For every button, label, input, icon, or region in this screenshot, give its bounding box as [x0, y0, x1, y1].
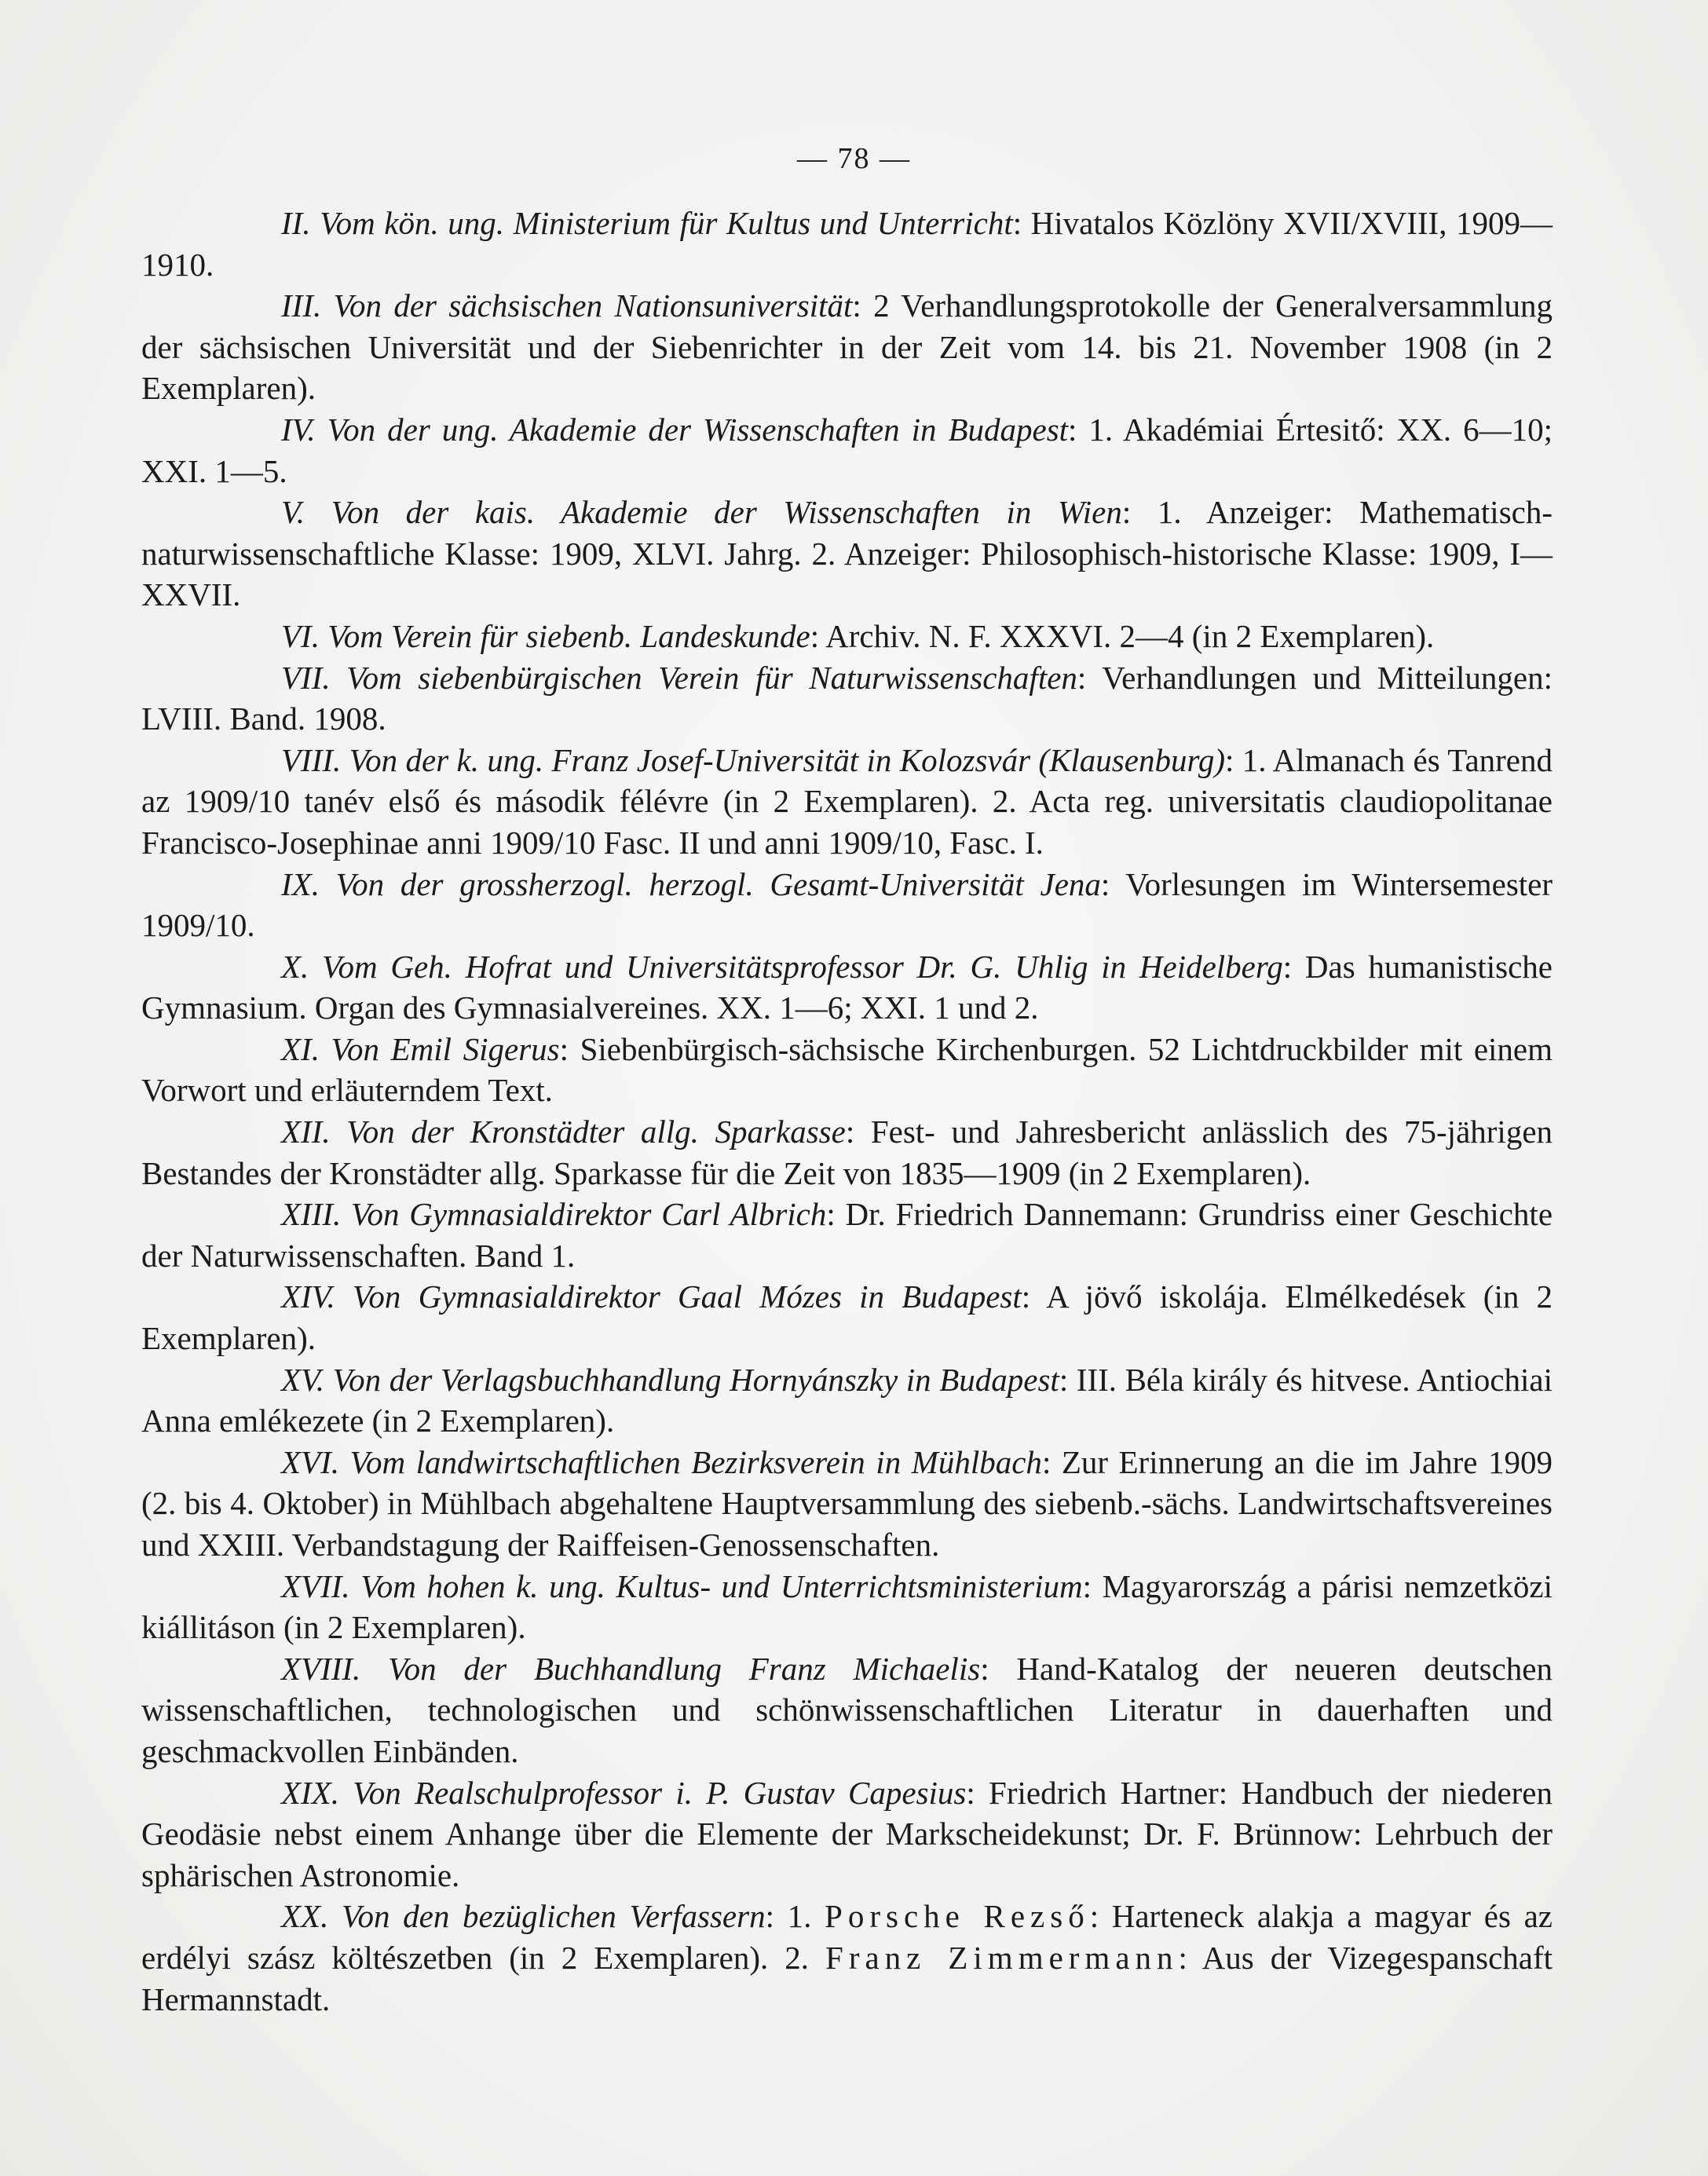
entry-source: Von der kais. Akademie der Wissenschaften in Wien [331, 494, 1122, 531]
entry-text: : Hivatalos Közlöny XVII/XVIII, 1909—1910. [141, 205, 1553, 283]
entry-source: Von der grossherzogl. herzogl. Gesamt-Universität Jena [335, 865, 1101, 902]
entry-text: : Archiv. N. F. XXXVI. 2—4 (in 2 Exemplaren). [810, 617, 1435, 654]
list-item [141, 1896, 1553, 2020]
list-item [141, 203, 1553, 285]
donations-list [141, 203, 1553, 2020]
entry-text: : 1. Anzeiger: Mathematisch-naturwissenschaftliche Klasse: 1909, XLVI. Jahrg. 2. Anzeiger: Philosophisch-historische Klasse: 1909, I—XXVII. [141, 494, 1553, 613]
entry-source: Vom landwirtschaftlichen Bezirksverein in Mühlbach [349, 1443, 1042, 1480]
list-item [141, 1194, 1553, 1276]
entry-number: XIV. [281, 1278, 335, 1315]
list-item [141, 1111, 1553, 1194]
list-item [141, 1029, 1553, 1111]
entry-number: XVIII. [281, 1650, 361, 1687]
entry-number: VII. [281, 659, 331, 696]
entry-number: XVII. [281, 1567, 350, 1604]
entry-source: Von Gymnasialdirektor Carl Albrich [351, 1196, 827, 1233]
entry-text: : Aus der Vizegespanschaft Hermannstadt. [141, 1939, 1553, 2017]
entry-source: Von der ung. Akademie der Wissenschaften in Budapest [327, 411, 1069, 448]
list-item [141, 740, 1553, 864]
entry-text: : Fest- und Jahresbericht anlässlich des 75-jährigen Bestandes der Kronstädter allg. Sparkasse für die Zeit von 1835—1909 (in 2 Exemplaren). [141, 1114, 1553, 1191]
list-item [141, 1566, 1553, 1648]
entry-source: Vom Geh. Hofrat und Universitätsprofessor Dr. G. Uhlig in Heidelberg [322, 948, 1283, 985]
author-name-spaced: Porsche Rezső [825, 1898, 1090, 1935]
list-item [141, 1276, 1553, 1359]
author-name-spaced: Franz Zimmermann [825, 1939, 1179, 1976]
list-item [141, 657, 1553, 740]
entry-number: VIII. [281, 741, 342, 778]
entry-source: Vom hohen k. ung. Kultus- und Unterrichtsministerium [360, 1567, 1083, 1604]
entry-text: : Verhandlungen und Mitteilungen: LVIII. Band. 1908. [141, 659, 1553, 737]
entry-number: V. [281, 494, 305, 531]
entry-number: XX. [281, 1898, 329, 1935]
entry-text: : Friedrich Hartner: Handbuch der niederen Geodäsie nebst einem Anhange über die Elemente der Markscheidekunst; Dr. F. Brünnow: Lehrbuch der sphärischen Astronomie. [141, 1774, 1553, 1893]
list-item [141, 409, 1553, 492]
list-item [141, 1359, 1553, 1442]
entry-text: : Hand-Katalog der neueren deutschen wissenschaftlichen, technologischen und schönwissenschaftlichen Literatur in dauerhaften und geschmackvollen Einbänden. [141, 1650, 1553, 1769]
entry-number: II. [281, 205, 311, 241]
entry-number: XIX. [281, 1774, 339, 1811]
list-item [141, 285, 1553, 409]
entry-source: Von der k. ung. Franz Josef-Universität in Kolozsvár (Klausenburg) [349, 741, 1226, 778]
entry-source: Von den bezüglichen Verfassern [342, 1898, 766, 1935]
entry-text: : Dr. Friedrich Dannemann: Grundriss einer Geschichte der Naturwissenschaften. Band 1. [141, 1196, 1553, 1274]
entry-number: IV. [281, 411, 316, 448]
list-item [141, 1442, 1553, 1566]
entry-number: XI. [281, 1030, 320, 1067]
entry-source: Von Realschulprofessor i. P. Gustav Capesius [353, 1774, 967, 1811]
entry-source: Von Gymnasialdirektor Gaal Mózes in Budapest [352, 1278, 1022, 1315]
page-number: — 78 — [797, 142, 911, 175]
entry-text: : 1. [765, 1898, 825, 1935]
list-item [141, 492, 1553, 616]
entry-text: : Das humanistische Gymnasium. Organ des Gymnasialvereines. XX. 1—6; XXI. 1 und 2. [141, 948, 1553, 1026]
entry-source: Von der Buchhandlung Franz Michaelis [388, 1650, 981, 1687]
entry-number: XIII. [281, 1196, 342, 1233]
list-item [141, 946, 1553, 1029]
entry-source: Vom siebenbürgischen Verein für Naturwissenschaften [346, 659, 1077, 696]
entry-number: XII. [281, 1114, 331, 1150]
entry-source: Von Emil Sigerus [331, 1030, 560, 1067]
list-item [141, 864, 1553, 946]
entry-text: : Zur Erinnerung an die im Jahre 1909 (2. bis 4. Oktober) in Mühlbach abgehaltene Hauptversammlung des siebenb.-sächs. Landwirtschaftsvereines und XXIII. Verbandstagung der Raiffeisen-Genossenschaften. [141, 1443, 1553, 1563]
entry-text: : Siebenbürgisch-sächsische Kirchenburgen. 52 Lichtdruckbilder mit einem Vorwort und erläuterndem Text. [141, 1030, 1553, 1109]
entry-number: IX. [281, 865, 320, 902]
entry-text: : A jövő iskolája. Elmélkedések (in 2 Exemplaren). [141, 1278, 1553, 1357]
entry-number: VI. [281, 617, 320, 654]
entry-number: XV. [281, 1361, 325, 1398]
entry-text: : III. Béla király és hitvese. Antiochiai Anna emlékezete (in 2 Exemplaren). [141, 1361, 1553, 1439]
entry-text: : Harteneck alakja a magyar és az erdélyi szász költészetben (in 2 Exemplaren). 2. [141, 1898, 1553, 1976]
entry-text: : 1. Akadémiai Értesitő: XX. 6—10; XXI. 1—5. [141, 411, 1553, 489]
entry-number: XVI. [281, 1443, 339, 1480]
entry-number: X. [281, 948, 309, 985]
entry-text: : Vorlesungen im Wintersemester 1909/10. [141, 865, 1553, 944]
entry-number: III. [281, 287, 322, 324]
list-item [141, 1648, 1553, 1772]
entry-source: Vom Verein für siebenb. Landeskunde [327, 617, 810, 654]
entry-source: Von der Verlagsbuchhandlung Hornyánszky in Budapest [332, 1361, 1059, 1398]
entry-source: Vom kön. ung. Ministerium für Kultus und Unterricht [320, 205, 1013, 241]
entry-source: Von der Kronstädter allg. Sparkasse [346, 1114, 846, 1150]
entry-text: : 2 Verhandlungsprotokolle der Generalversammlung der sächsischen Universität und der Siebenrichter in der Zeit vom 14. bis 21. November 1908 (in 2 Exemplaren). [141, 287, 1553, 407]
list-item [141, 1772, 1553, 1896]
entry-text: : Magyarország a párisi nemzetközi kiállitáson (in 2 Exemplaren). [141, 1567, 1553, 1646]
list-item [141, 616, 1553, 657]
entry-source: Von der sächsischen Nationsuniversität [333, 287, 853, 324]
entry-text: : 1. Almanach és Tanrend az 1909/10 tanév első és második félévre (in 2 Exemplaren). 2. Acta reg. universitatis claudiopolitanae Francisco-Josephinae anni 1909/10 Fasc. II und anni 1909/10, Fasc. I. [141, 741, 1553, 861]
